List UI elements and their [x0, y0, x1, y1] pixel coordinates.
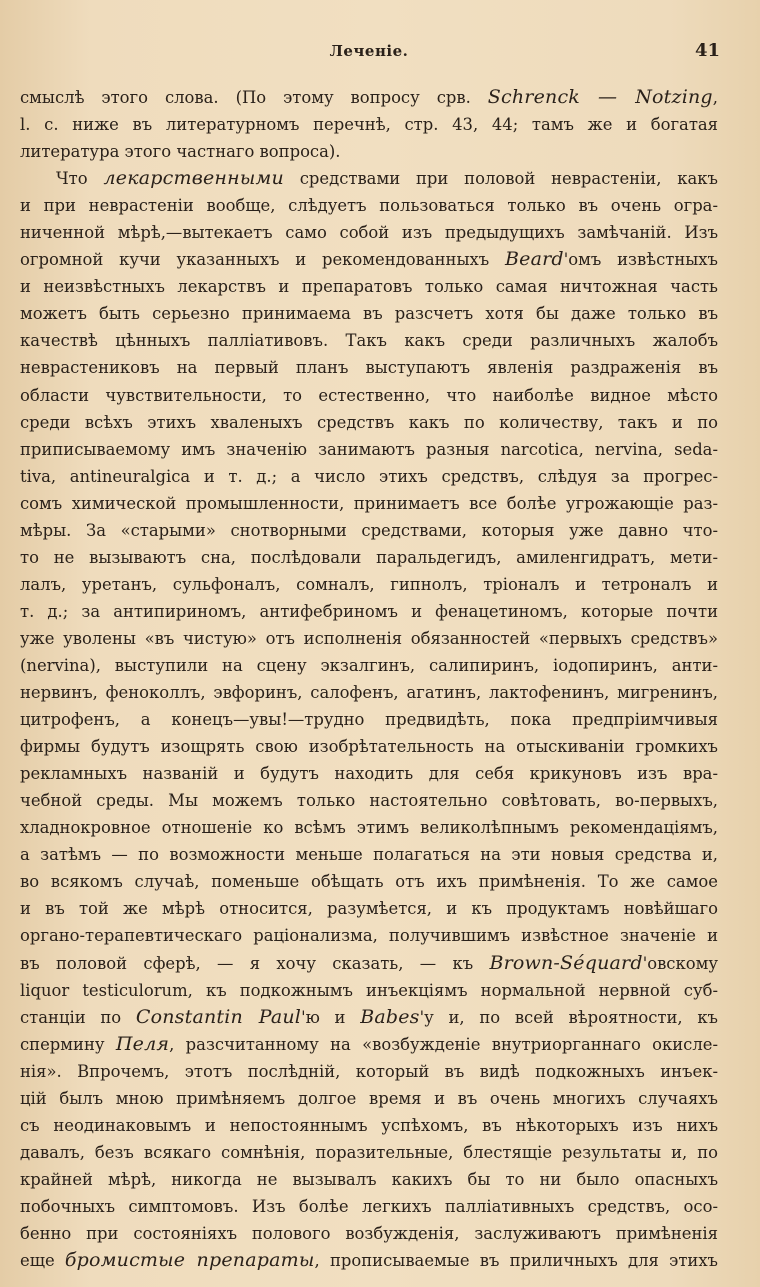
- text-line: [20, 463, 718, 490]
- text-line: [20, 354, 718, 381]
- text-run: , прописываемые въ приличныхъ для этихъ: [314, 1251, 718, 1271]
- text-line: [20, 84, 718, 111]
- italic-term: Пеля: [115, 1032, 170, 1055]
- italic-term: Beard: [504, 248, 564, 271]
- text-line: [20, 868, 718, 895]
- text-line: [20, 706, 718, 733]
- text-line: [20, 490, 718, 517]
- text-line: [20, 679, 718, 706]
- text-line: [20, 1085, 718, 1112]
- text-run: лалъ, уретанъ, сульфоналъ, сомналъ, гипнолъ, тріоналъ и тетроналъ и: [20, 574, 718, 594]
- text-run: приписываемому имъ значенію занимаютъ разныя narcotica, nervina, seda-: [20, 439, 718, 459]
- italic-term: Constantin Paul: [135, 1005, 302, 1028]
- text-line: [20, 138, 718, 165]
- page-number: 41: [694, 40, 720, 61]
- text-line: [20, 165, 718, 192]
- text-run: liquor testiculorum, къ подкожнымъ инъекціямъ нормальной нервной суб-: [20, 980, 718, 1000]
- text-run: органо-терапевтическаго раціонализма, получившимъ извѣстное значеніе и: [20, 926, 718, 946]
- text-run: чебной среды. Мы можемъ только настоятельно совѣтовать, во-первыхъ,: [20, 791, 718, 811]
- running-head: [20, 38, 718, 72]
- text-line: [20, 1139, 718, 1166]
- text-run: , разсчитанному на «возбужденіе внутриорганнаго окисле-: [169, 1034, 718, 1054]
- text-run: ,: [712, 88, 718, 107]
- text-line: [20, 598, 718, 625]
- text-line: [20, 950, 718, 977]
- text-run: еще: [20, 1251, 65, 1271]
- text-run: нія». Впрочемъ, этотъ послѣдній, который въ видѣ подкожныхъ инъек-: [20, 1061, 718, 1081]
- text-line: [20, 1004, 718, 1031]
- text-run: качествѣ цѣнныхъ палліативовъ. Такъ какъ среди различныхъ жалобъ: [20, 331, 718, 351]
- text-run: сомъ химической промышленности, принимаетъ все болѣе угрожающіе раз-: [20, 493, 718, 513]
- text-line: [20, 895, 718, 922]
- text-line: [20, 1193, 718, 1220]
- text-line: [20, 246, 718, 273]
- text-run: рекламныхъ названій и будутъ находить для себя крикуновъ изъ вра-: [20, 764, 718, 784]
- text-line: [20, 409, 718, 436]
- text-run: давалъ, безъ всякаго сомнѣнія, поразительные, блестящіе результаты и, по: [20, 1142, 718, 1162]
- text-line: [20, 273, 718, 300]
- text-run: крайней мѣрѣ, никогда не вызывалъ какихъ бы то ни было опасныхъ: [20, 1169, 718, 1189]
- text-run: цій былъ мною примѣняемъ долгое время и въ очень многихъ случаяхъ: [20, 1088, 718, 1108]
- italic-term: Babes: [360, 1005, 420, 1028]
- text-run: и въ той же мѣрѣ относится, разумѣется, и къ продуктамъ новѣйшаго: [20, 899, 718, 919]
- text-line: [20, 327, 718, 354]
- italic-term: бромистые препараты: [64, 1249, 315, 1272]
- text-line: [20, 787, 718, 814]
- text-run: нервинъ, феноколлъ, эвфоринъ, салофенъ, агатинъ, лактофенинъ, мигренинъ,: [20, 683, 718, 703]
- text-line: [20, 219, 718, 246]
- text-run: побочныхъ симптомовъ. Изъ болѣе легкихъ палліативныхъ средствъ, осо-: [20, 1196, 718, 1216]
- text-line: [20, 1031, 718, 1058]
- text-line: [20, 382, 718, 409]
- running-head-title: Леченіе.: [329, 42, 409, 60]
- text-run: среди всѣхъ этихъ хваленыхъ средствъ какъ по количеству, такъ и по: [20, 412, 718, 432]
- text-line: [20, 1112, 718, 1139]
- text-run: (nervina), выступили на сцену экзалгинъ, салипиринъ, іодопиринъ, анти-: [20, 655, 718, 675]
- text-run: т. д.; за антипириномъ, антифебриномъ и фенацетиномъ, которые почти: [20, 601, 718, 621]
- text-run: Что: [56, 169, 104, 189]
- text-line: [20, 544, 718, 571]
- text-run: а затѣмъ — по возможности меньше полагаться на эти новыя средства и,: [20, 845, 718, 865]
- text-run: можетъ быть серьезно принимаема въ разсчетъ хотя бы даже только въ: [20, 304, 718, 324]
- text-line: [20, 300, 718, 327]
- text-line: [20, 841, 718, 868]
- text-run: во всякомъ случаѣ, поменьше обѣщать отъ ихъ примѣненія. То же самое: [20, 872, 718, 892]
- text-run: неврастениковъ на первый планъ выступаютъ явленія раздраженія въ: [20, 358, 718, 378]
- text-run: l. c. ниже въ литературномъ перечнѣ, стр. 43, 44; тамъ же и богатая: [20, 115, 718, 135]
- text-run: спермину: [20, 1034, 116, 1054]
- text-run: и неизвѣстныхъ лекарствъ и препаратовъ только самая ничтожная часть: [20, 277, 718, 297]
- text-run: то не вызываютъ сна, послѣдовали паральдегидъ, амиленгидратъ, мети-: [20, 547, 718, 567]
- text-line: [20, 1220, 718, 1247]
- text-run: области чувствительности, то естественно, что наиболѣе видное мѣсто: [20, 385, 718, 405]
- text-line: [20, 571, 718, 598]
- text-run: и при неврастеніи вообще, слѣдуетъ пользоваться только въ очень огра-: [20, 196, 718, 216]
- text-line: [20, 192, 718, 219]
- text-line: [20, 1058, 718, 1085]
- text-line: [20, 652, 718, 679]
- text-line: [20, 1247, 718, 1274]
- text-run: бенно при состояніяхъ полового возбужденія, заслуживаютъ примѣненія: [20, 1223, 718, 1243]
- text-run: 'овскому: [642, 953, 718, 973]
- text-run: мѣры. За «старыми» снотворными средствами, которыя уже давно что-: [20, 520, 718, 540]
- text-run: средствами при половой неврастеніи, какъ: [283, 169, 718, 189]
- text-run: хладнокровное отношеніе ко всѣмъ этимъ великолѣпнымъ рекомендаціямъ,: [20, 818, 718, 838]
- body-text: [20, 84, 718, 1274]
- text-line: [20, 760, 718, 787]
- text-line: [20, 1166, 718, 1193]
- text-line: [20, 436, 718, 463]
- text-run: ниченной мѣрѣ,—вытекаетъ само собой изъ предыдущихъ замѣчаній. Изъ: [20, 223, 718, 243]
- italic-term: Brown-Séquard: [489, 951, 643, 974]
- text-run: 'омъ извѣстныхъ: [563, 250, 718, 270]
- text-line: [20, 517, 718, 544]
- text-run: литература этого частнаго вопроса).: [20, 142, 341, 162]
- text-run: цитрофенъ, а конецъ—увы!—трудно предвидѣть, пока предпріимчивыя: [20, 710, 718, 730]
- text-line: [20, 625, 718, 652]
- text-line: [20, 814, 718, 841]
- text-line: [20, 922, 718, 949]
- text-run: въ половой сферѣ, — я хочу сказать, — къ: [20, 953, 490, 973]
- text-line: [20, 111, 718, 138]
- text-run: огромной кучи указанныхъ и рекомендованныхъ: [20, 250, 505, 270]
- text-run: 'у и, по всей вѣроятности, къ: [419, 1007, 718, 1027]
- text-run: смыслѣ этого слова. (По этому вопросу срв.: [20, 88, 488, 107]
- italic-term: Schrenck — Notzing: [487, 86, 713, 108]
- text-run: 'ю и: [301, 1007, 361, 1027]
- text-line: [20, 733, 718, 760]
- text-run: станціи по: [20, 1007, 136, 1027]
- text-run: фирмы будутъ изощрять свою изобрѣтательность на отыскиваніи громкихъ: [20, 737, 718, 757]
- text-run: съ неодинаковымъ и непостояннымъ успѣхомъ, въ нѣкоторыхъ изъ нихъ: [20, 1115, 718, 1135]
- text-run: tiva, antineuralgica и т. д.; а число этихъ средствъ, слѣдуя за прогрес-: [20, 466, 718, 486]
- text-line: [20, 977, 718, 1004]
- text-run: уже уволены «въ чистую» отъ исполненія обязанностей «первыхъ средствъ»: [20, 628, 718, 648]
- italic-term: лекарственными: [103, 167, 284, 190]
